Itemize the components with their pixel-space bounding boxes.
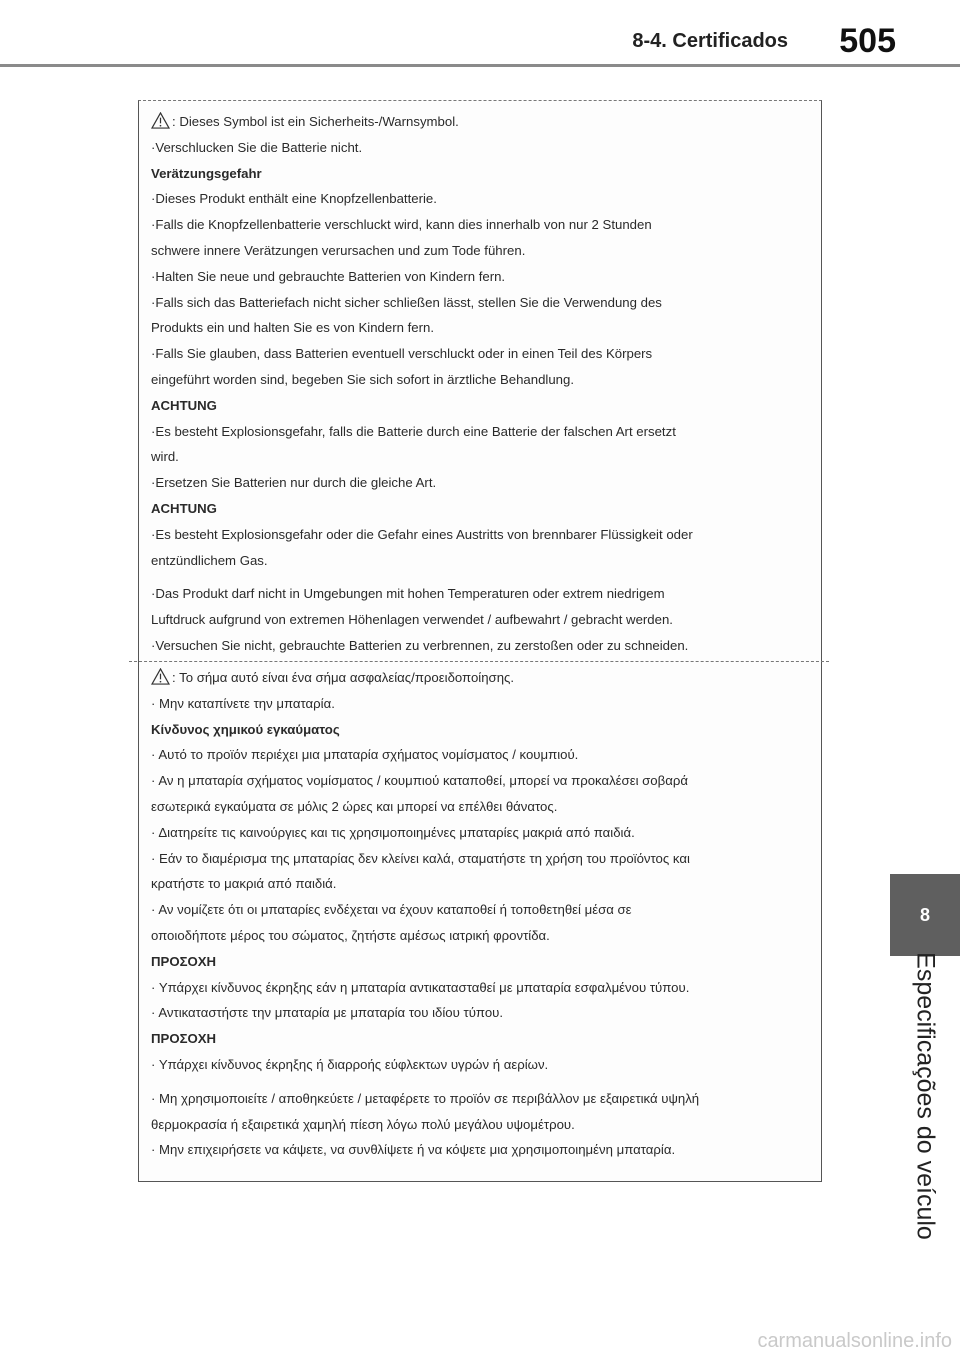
- greek-line: · Αυτό το προϊόν περιέχει μια μπαταρία σχήματος νομίσματος / κουμπιού.: [151, 747, 579, 763]
- warning-triangle-icon: [151, 668, 170, 685]
- greek-line: · Εάν το διαμέρισμα της μπαταρίας δεν κλείνει καλά, σταματήστε τη χρήση του προϊόντος και: [151, 850, 690, 866]
- greek-line: · Διατηρείτε τις καινούργιες και τις χρησιμοποιημένες μπαταρίες μακριά από παιδιά.: [151, 824, 635, 840]
- certificate-scan: [138, 100, 822, 1182]
- german-symbol-line: [151, 109, 811, 135]
- page-header: [0, 0, 960, 70]
- german-heading: Verätzungsgefahr: [151, 165, 262, 181]
- german-line: ·Ersetzen Sie Batterien nur durch die gleiche Art.: [151, 475, 437, 491]
- german-line: ·Verschlucken Sie die Batterie nicht.: [151, 139, 363, 155]
- greek-symbol-line: [151, 665, 811, 691]
- german-heading: ACHTUNG: [151, 397, 217, 413]
- greek-line: · Μην καταπίνετε την μπαταρία.: [151, 695, 335, 711]
- german-warning-panel: [139, 109, 821, 659]
- greek-line: · Αν νομίζετε ότι οι μπαταρίες ενδέχεται να έχουν καταποθεί ή τοποθετηθεί μέσα σε: [151, 902, 632, 918]
- german-line: entzündlichem Gas.: [151, 552, 268, 568]
- greek-line: κρατήστε το μακριά από παιδιά.: [151, 876, 337, 892]
- german-line: ·Falls sich das Batteriefach nicht sicher schließen lässt, stellen Sie die Verwendung des: [151, 294, 662, 310]
- german-line: Luftdruck aufgrund von extremen Höhenlagen verwendet / aufbewahrt / gebracht werden.: [151, 612, 673, 628]
- greek-warning-panel: [139, 665, 821, 1163]
- german-line: ·Falls die Knopfzellenbatterie verschluckt wird, kann dies innerhalb von nur 2 Stunden: [151, 217, 652, 233]
- german-symbol-note: : Dieses Symbol ist ein Sicherheits-/Warnsymbol.: [172, 114, 459, 129]
- german-line: ·Versuchen Sie nicht, gebrauchte Batterien zu verbrennen, zu zerstoßen oder zu schneiden.: [151, 637, 689, 653]
- greek-line: εσωτερικά εγκαύματα σε μόλις 2 ώρες και μπορεί να επέλθει θάνατος.: [151, 798, 558, 814]
- page-number: 505: [839, 22, 896, 60]
- chapter-label: [902, 952, 948, 1240]
- greek-heading: Κίνδυνος χημικού εγκαύματος: [151, 721, 340, 737]
- german-line: ·Es besteht Explosionsgefahr oder die Gefahr eines Austritts von brennbarer Flüssigkeit oder: [151, 526, 693, 542]
- section-title: 8-4. Certificados: [632, 30, 788, 52]
- greek-line: · Μην επιχειρήσετε να κάψετε, να συνθλίψετε ή να κόψετε μια χρησιμοποιημένη μπαταρία.: [151, 1142, 676, 1158]
- greek-line: θερμοκρασία ή εξαιρετικά χαμηλή πίεση λόγω πολύ μεγάλου υψομέτρου.: [151, 1116, 575, 1132]
- language-divider: [129, 661, 829, 662]
- greek-heading: ΠΡΟΣΟΧΗ: [151, 1031, 217, 1047]
- german-line: ·Das Produkt darf nicht in Umgebungen mit hohen Temperaturen oder extrem niedrigem: [151, 586, 665, 602]
- chapter-tab[interactable]: 8: [890, 874, 960, 956]
- greek-line: οποιοδήποτε μέρος του σώματος, ζητήστε αμέσως ιατρική φροντίδα.: [151, 927, 550, 943]
- warning-triangle-icon: [151, 112, 170, 129]
- german-line: ·Falls Sie glauben, dass Batterien eventuell verschluckt oder in einen Teil des Körpers: [151, 346, 653, 362]
- german-line: ·Es besteht Explosionsgefahr, falls die Batterie durch eine Batterie der falschen Art ersetzt: [151, 423, 676, 439]
- greek-line: · Αντικαταστήστε την μπαταρία με μπαταρία του ιδίου τύπου.: [151, 1005, 504, 1021]
- chapter-label-text: Especificações do veículo: [911, 952, 940, 1240]
- greek-symbol-note: : Το σήμα αυτό είναι ένα σήμα ασφαλείας/προειδοποίησης.: [172, 670, 515, 685]
- german-line: Produkts ein und halten Sie es von Kindern fern.: [151, 320, 434, 336]
- watermark: carmanualsonline.info: [757, 1330, 952, 1352]
- german-line: schwere innere Verätzungen verursachen und zum Tode führen.: [151, 242, 526, 258]
- german-heading: ACHTUNG: [151, 500, 217, 516]
- greek-line: · Υπάρχει κίνδυνος έκρηξης ή διαρροής εύφλεκτων υγρών ή αερίων.: [151, 1056, 549, 1072]
- greek-line: · Μη χρησιμοποιείτε / αποθηκεύετε / μεταφέρετε το προϊόν σε περιβάλλον με εξαιρετικά υψηλή: [151, 1090, 700, 1106]
- greek-heading: ΠΡΟΣΟΧΗ: [151, 953, 217, 969]
- german-line: ·Dieses Produkt enthält eine Knopfzellenbatterie.: [151, 191, 437, 207]
- german-line: eingeführt worden sind, begeben Sie sich sofort in ärztliche Behandlung.: [151, 371, 575, 387]
- german-line: ·Halten Sie neue und gebrauchte Batterien von Kindern fern.: [151, 268, 506, 284]
- german-line: wird.: [151, 449, 179, 465]
- greek-line: · Υπάρχει κίνδυνος έκρηξης εάν η μπαταρία αντικατασταθεί με μπαταρία εσφαλμένου τύπου.: [151, 979, 690, 995]
- header-rule: [0, 64, 960, 67]
- greek-line: · Αν η μπαταρία σχήματος νομίσματος / κουμπιού καταποθεί, μπορεί να προκαλέσει σοβαρά: [151, 773, 688, 789]
